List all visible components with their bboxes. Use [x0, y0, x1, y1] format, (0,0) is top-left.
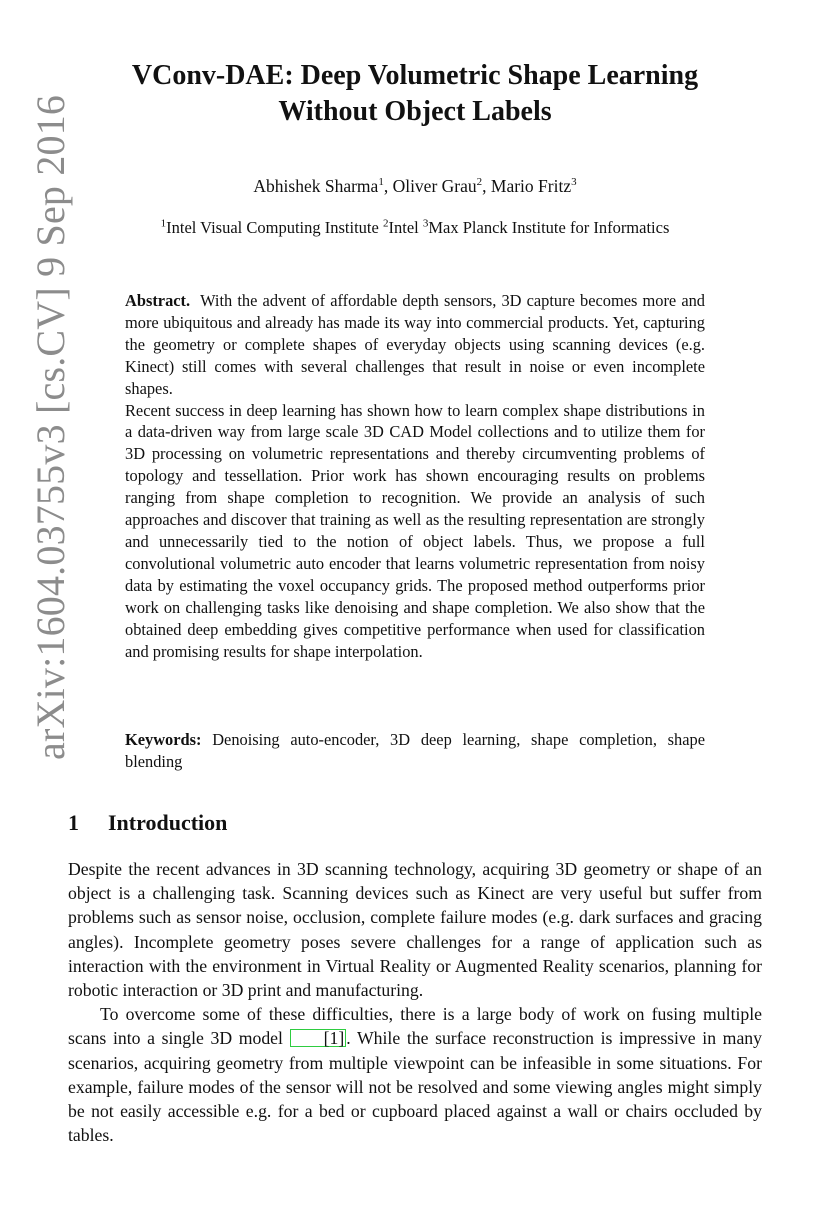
intro-paragraph-2-start: To overcome some of these difficulties, there is a large body of work on fusing multiple scans into a single 3D model	[68, 1004, 762, 1049]
affiliation-name: Intel Visual Computing Institute	[166, 218, 379, 237]
abstract-heading: Abstract.	[125, 291, 191, 310]
affiliation-name: Max Planck Institute for Informatics	[428, 218, 670, 237]
author-name: Abhishek Sharma	[253, 176, 379, 196]
author-list: Abhishek Sharma$^1$, Oliver Grau$^2$, Mario Fritz$^3$	[253, 176, 577, 196]
arxiv-identifier-stamp: arXiv:1604.03755v3 [cs.CV] 9 Sep 2016	[28, 94, 73, 760]
paper-title-line-2: Without Object Labels	[278, 96, 552, 127]
author-affiliation-mark: 3	[571, 176, 577, 189]
abstract-paragraph-2	[125, 400, 705, 663]
paper-title-line-1: VConv-DAE: Deep Volumetric Shape Learning	[131, 60, 699, 91]
affiliation-mark: 2	[382, 217, 389, 230]
affiliation-name: Intel	[388, 218, 419, 237]
intro-paragraph-2-rest: . While the surface reconstruction is impressive in many scenarios, acquiring geometry from multiple viewpoint can be infeasible in some situations. For example, failure modes of the sensor will not be resolved and some viewing angles might simply be not easily accessible e.g. for a bed or cupboard placed against a wall or chairs occluded by tables.	[68, 1028, 762, 1146]
keywords-heading: Keywords:	[125, 730, 202, 749]
introduction-body	[68, 857, 762, 1147]
abstract-text-2: Recent success in deep learning has shown how to learn complex shape distributions in a data-driven way from large scale 3D CAD Model collections and to utilize them for 3D processing on volumetric representations and thereby circumventing problems of topology and tessellation. Prior work has shown encouraging results on problems ranging from shape completion to recognition. We provide an analysis of such approaches and discover that training as well as the resulting representation are strongly and unnecessarily tied to the notion of object labels. Thus, we propose a full convolutional volumetric auto encoder that learns volumetric representation from noisy data by estimating the voxel occupancy grids. The proposed method outperforms prior work on challenging tasks like denoising and shape completion. We also show that the obtained deep embedding gives competitive performance when used for classification and promising results for shape interpolation.	[125, 400, 705, 661]
author-affiliation-mark: 1	[378, 176, 384, 189]
affiliation-mark: 3	[422, 217, 429, 230]
keywords-text: Denoising auto-encoder, 3D deep learning, shape completion, shape blending	[125, 730, 705, 771]
affiliation-mark: 1	[160, 217, 167, 230]
author-name: Oliver Grau	[392, 176, 477, 196]
paper-title	[60, 58, 770, 130]
intro-paragraph-1: Despite the recent advances in 3D scanning technology, acquiring 3D geometry or shape of an object is a challenging task. Scanning devices such as Kinect are very useful but suffer from problems such as sensor noise, occlusion, complete failure modes (e.g. dark surfaces and gracing angles). Incomplete geometry poses severe challenges for a range of application such as interaction with the environment in Virtual Reality or Augmented Reality scenarios, planning for robotic interaction or 3D print and manufacturing.	[68, 859, 762, 1001]
section-number: 1	[68, 810, 79, 835]
abstract-text-1: With the advent of affordable depth sensors, 3D capture becomes more and more ubiquitous and already has made its way into commercial products. Yet, capturing the geometry or complete shapes of everyday objects using scanning devices (e.g. Kinect) still comes with several challenges that result in noise or even incomplete shapes.	[125, 291, 705, 398]
abstract-paragraph-1	[125, 290, 705, 400]
section-heading	[68, 808, 227, 838]
author-name: Mario Fritz	[490, 176, 572, 196]
citation-link[interactable]: [1]	[290, 1029, 347, 1047]
intro-paragraph-2	[68, 1002, 762, 1147]
keywords-block	[125, 729, 705, 773]
author-affiliation-mark: 2	[476, 176, 483, 189]
abstract-block	[125, 290, 705, 662]
affiliation-list	[60, 216, 770, 240]
section-title: Introduction	[108, 810, 228, 835]
